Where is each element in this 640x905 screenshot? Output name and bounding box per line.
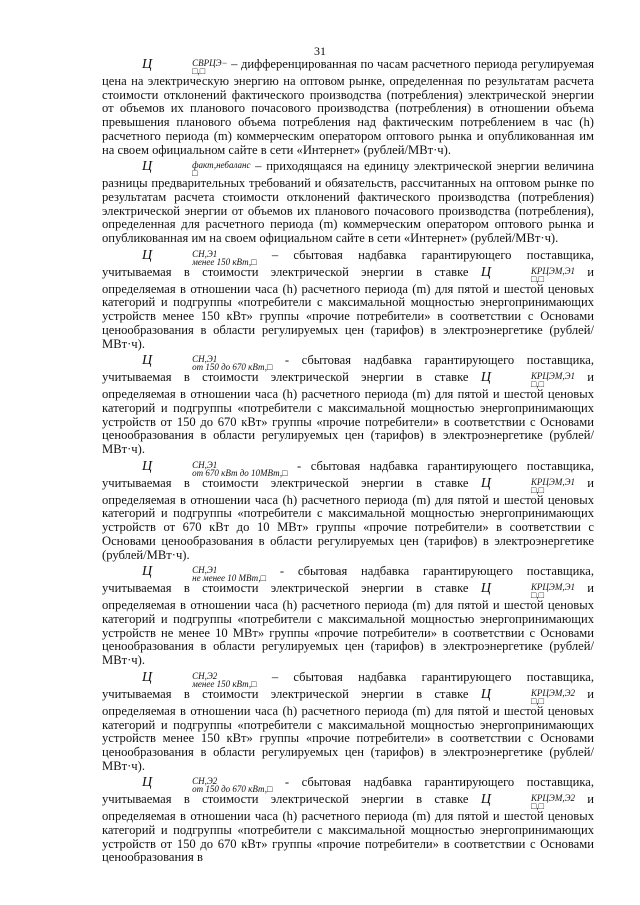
paragraph-entry-3 (102, 249, 594, 352)
formula-superscript: СН,Э1 (192, 565, 218, 576)
paragraph-entry-8 (102, 776, 594, 865)
formula-subscript: □ (192, 168, 198, 179)
formula-symbol: Ц (142, 247, 153, 263)
formula-subscript: не менее 10 МВт,□ (192, 573, 267, 584)
formula-superscript: СН,Э2 (192, 670, 218, 681)
formula-superscript: КРЦЭМ,Э1 (530, 476, 575, 487)
formula-symbol: Ц (480, 370, 491, 386)
paragraph-text: - сбытовая надбавка гарантирующего поставщика, учитываемая в стоимости электрической энергии в ставке (102, 458, 594, 490)
paragraph-entry-4 (102, 354, 594, 457)
formula-symbol: Ц (480, 581, 491, 597)
formula-symbol: Ц (480, 264, 491, 280)
formula-subscript: от 150 до 670 кВт,□ (192, 362, 273, 373)
paragraph-text: - сбытовая надбавка гарантирующего поставщика, учитываемая в стоимости электрической энергии в ставке (102, 353, 594, 385)
paragraph-text: – приходящаяся на единицу электрической энергии величина разницы предварительных требований и обязательств, рассчитанных на оптовом рынке по результатам расчета стоимости отклонений фактического производства (потребления) электрической энергии от объемов их планового почасового производства (потребления), определенная для расчетного периода (m) коммерческим оператором оптового рынка и опубликованная им на своем официальном сайте в сети «Интернет» (рублей/МВт·ч). (102, 159, 594, 246)
paragraph-text: и определяемая в отношении часа (h) расчетного периода (m) для пятой и шестой ценовых категорий и подгруппы «потребители с максимальной мощностью энергопринимающих устройств от 670 кВт до 10 МВт» группы «прочие потребители» в соответствии с Основами ценообразования в области регулируемых цен (тарифов) в электроэнергетике (рублей/МВт·ч). (102, 475, 595, 562)
paragraph-text: и определяемая в отношении часа (h) расчетного периода (m) для пятой и шестой ценовых категорий и подгруппы «потребители с максимальной мощностью энергопринимающих устройств менее 150 кВт» группы «прочие потребители» в соответствии с Основами ценообразования в области регулируемых цен (тарифов) в электроэнергетике (рублей/МВт·ч). (102, 686, 595, 773)
paragraph-text: – дифференцированная по часам расчетного периода регулируемая цена на электрическую энергию на оптовом рынке, определенная по результатам расчета стоимости отклонений фактического производства (потребления) электрической энергии от объемов их планового почасового производства (потребления) в отношении объема превышения планового объема потребления над фактическим потреблением в час (h) расчетного периода (m) коммерческим оператором оптового рынка и опубликованная им на своем официальном сайте в сети «Интернет» (рублей/МВт·ч). (102, 57, 594, 157)
formula-subscript: □,□ (530, 484, 545, 495)
paragraph-entry-1 (102, 58, 594, 157)
formula-symbol: Ц (142, 353, 153, 369)
paragraph-entry-2 (102, 160, 594, 246)
formula-superscript: СН,Э1 (192, 354, 218, 365)
formula-subscript: □,□ (530, 801, 545, 812)
formula-symbol: Ц (480, 475, 491, 491)
formula-symbol: Ц (480, 792, 491, 808)
paragraph-text: и определяемая в отношении часа (h) расчетного периода (m) для пятой и шестой ценовых категорий и подгруппы «потребители с максимальной мощностью энергопринимающих устройств от 150 до 670 кВт» группы «прочие потребители» в соответствии с Основами ценообразования в (102, 792, 595, 865)
paragraph-text: - сбытовая надбавка гарантирующего поставщика, учитываемая в стоимости электрической энергии в ставке (102, 564, 594, 596)
formula-subscript: от 150 до 670 кВт,□ (192, 784, 273, 795)
formula-symbol: Ц (480, 686, 491, 702)
formula-subscript: □,□ (530, 379, 545, 390)
formula-subscript: □,□ (530, 590, 545, 601)
formula-superscript: СВРЦЭ− (192, 58, 228, 68)
formula-superscript: КРЦЭМ,Э2 (530, 687, 575, 698)
formula-superscript: факт,небаланс (192, 160, 251, 171)
formula-symbol: Ц (142, 564, 153, 580)
formula-subscript: менее 150 кВт,□ (192, 678, 257, 689)
formula-symbol: Ц (142, 159, 153, 175)
formula-symbol: Ц (142, 775, 153, 791)
formula-subscript: □,□ (530, 695, 545, 706)
formula-symbol: Ц (142, 458, 153, 474)
formula-superscript: СН,Э1 (192, 459, 218, 470)
formula-superscript: КРЦЭМ,Э1 (530, 582, 575, 593)
paragraph-entry-6 (102, 565, 594, 668)
formula-subscript: □,□ (530, 273, 545, 284)
paragraph-text: и определяемая в отношении часа (h) расчетного периода (m) для пятой и шестой ценовых категорий и подгруппы «потребители с максимальной мощностью энергопринимающих устройств от 150 до 670 кВт» группы «прочие потребители» в соответствии с Основами ценообразования в области регулируемых цен (тарифов) в электроэнергетике (рублей/МВт·ч). (102, 370, 595, 457)
formula-superscript: КРЦЭМ,Э1 (530, 371, 575, 382)
formula-superscript: КРЦЭМ,Э2 (530, 793, 575, 804)
paragraph-text: и определяемая в отношении часа (h) расчетного периода (m) для пятой и шестой ценовых категорий и подгруппы «потребители с максимальной мощностью энергопринимающих устройств менее 150 кВт» группы «прочие потребители» в соответствии с Основами ценообразования в области регулируемых цен (тарифов) в электроэнергетике (рублей/МВт·ч). (102, 264, 595, 351)
formula-subscript: □,□ (192, 66, 206, 76)
page-number: 31 (314, 44, 326, 58)
formula-symbol: Ц (142, 57, 153, 72)
paragraph-entry-5 (102, 460, 594, 563)
document-body (102, 58, 594, 868)
formula-superscript: КРЦЭМ,Э1 (530, 265, 575, 276)
formula-subscript: менее 150 кВт,□ (192, 256, 257, 267)
formula-superscript: СН,Э2 (192, 776, 218, 787)
formula-superscript: СН,Э1 (192, 248, 218, 259)
paragraph-text: и определяемая в отношении часа (h) расчетного периода (m) для пятой и шестой ценовых категорий и подгруппы «потребители с максимальной мощностью энергопринимающих устройств не менее 10 МВт» группы «прочие потребители» в соответствии с Основами ценообразования в области регулируемых цен (тарифов) в электроэнергетике (рублей/МВт·ч). (102, 581, 595, 668)
paragraph-text: – сбытовая надбавка гарантирующего поставщика, учитываемая в стоимости электрической энергии в ставке (102, 669, 594, 701)
formula-subscript: от 670 кВт до 10МВт,□ (192, 467, 288, 478)
paragraph-text: - сбытовая надбавка гарантирующего поставщика, учитываемая в стоимости электрической энергии в ставке (102, 775, 594, 807)
formula-symbol: Ц (142, 669, 153, 685)
paragraph-entry-7 (102, 671, 594, 774)
paragraph-text: – сбытовая надбавка гарантирующего поставщика, учитываемая в стоимости электрической энергии в ставке (102, 247, 594, 279)
